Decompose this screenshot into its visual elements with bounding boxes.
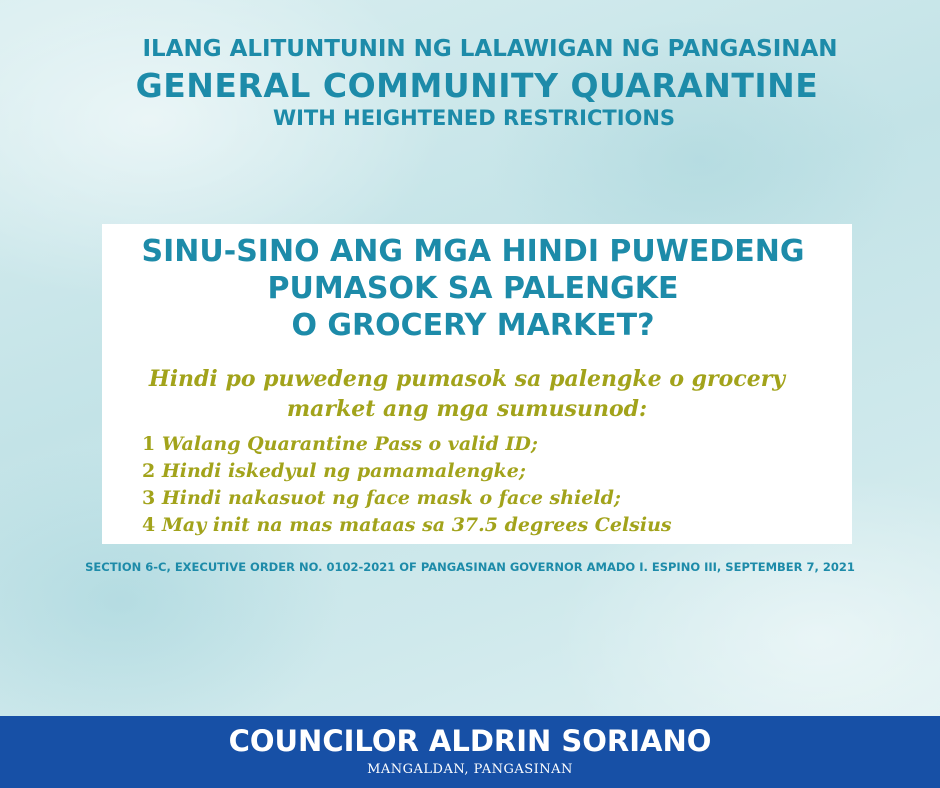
- list-item: [142, 431, 672, 458]
- list-item: [142, 458, 672, 485]
- header-title: GENERAL COMMUNITY QUARANTINE: [135, 66, 819, 105]
- list-item-text: Walang Quarantine Pass o valid ID;: [161, 433, 538, 455]
- list-item: [142, 485, 672, 512]
- list-item-text: May init na mas mataas sa 37.5 degrees Celsius: [161, 514, 672, 536]
- header-subtitle: ILANG ALITUNTUNIN NG LALAWIGAN NG PANGASINAN: [142, 36, 838, 62]
- list-item-text: Hindi nakasuot ng face mask o face shield;: [161, 487, 621, 509]
- list-item: [142, 512, 672, 539]
- intro-text-line: market ang mga sumusunod:: [286, 396, 648, 422]
- question-heading-line: PUMASOK SA PALENGKE: [267, 271, 679, 306]
- list-item-text: Hindi iskedyul ng pamamalengke;: [161, 460, 526, 482]
- list-item-number: 1: [142, 433, 156, 455]
- question-heading-line: SINU-SINO ANG MGA HINDI PUWEDENG: [141, 234, 805, 269]
- footer-banner: [0, 716, 940, 788]
- info-card: [102, 224, 852, 544]
- footer-name: COUNCILOR ALDRIN SORIANO: [228, 724, 712, 758]
- intro-text-line: Hindi po puwedeng pumasok sa palengke o grocery: [148, 366, 786, 392]
- list-item-number: 3: [142, 487, 156, 509]
- list-item-number: 2: [142, 460, 156, 482]
- question-heading-line: O GROCERY MARKET?: [291, 308, 655, 343]
- legal-citation: SECTION 6-C, EXECUTIVE ORDER NO. 0102-2021 OF PANGASINAN GOVERNOR AMADO I. ESPINO III, SEPTEMBER 7, 2021: [85, 560, 855, 574]
- header-tagline: WITH HEIGHTENED RESTRICTIONS: [272, 106, 676, 130]
- requirements-list: [142, 431, 672, 539]
- list-item-number: 4: [142, 514, 156, 536]
- footer-location: MANGALDAN, PANGASINAN: [367, 762, 573, 777]
